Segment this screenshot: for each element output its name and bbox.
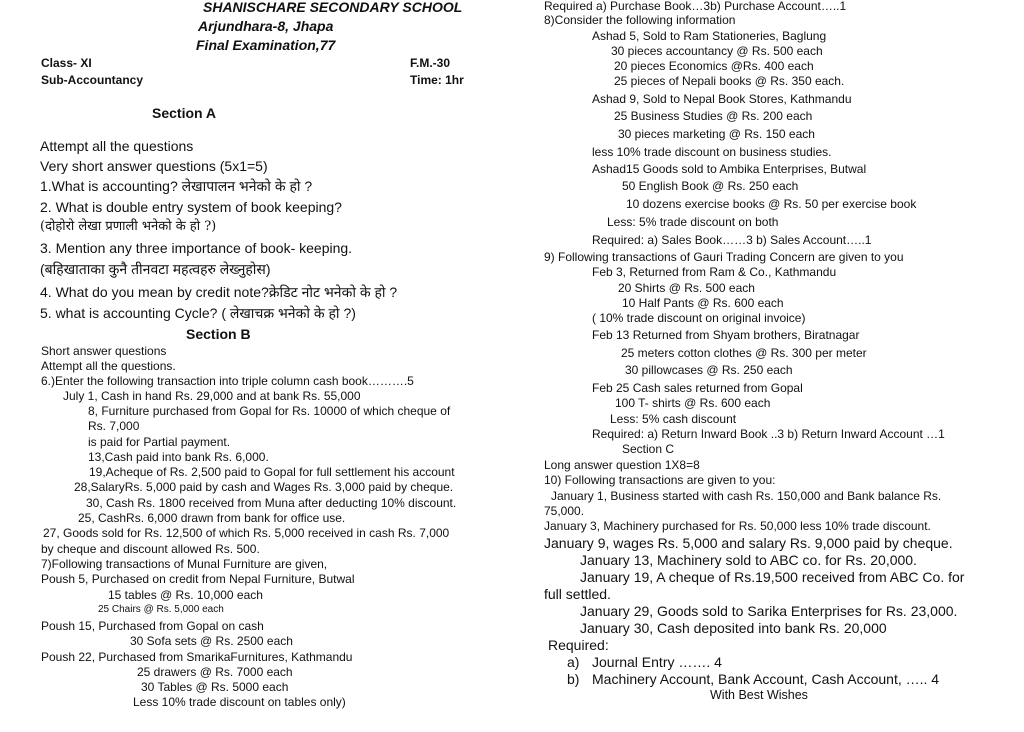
question-10-head: 10) Following transactions are given to you:: [544, 473, 776, 487]
question-3-nepali: (बहिखाताका कुनै तीनवटा महत्वहरु लेख्नुहोस): [40, 261, 271, 277]
q6-line: 25, CashRs. 6,000 drawn from bank for office use.: [78, 511, 346, 525]
q10-line: January 9, wages Rs. 5,000 and salary Rs. 9,000 paid by cheque.: [544, 535, 953, 551]
question-7-head: 7)Following transactions of Munal Furniture are given,: [41, 557, 328, 571]
q8-line: 25 pieces of Nepali books @ Rs. 350 each.: [614, 74, 845, 88]
question-2-nepali: (दोहोरो लेखा प्रणाली भनेको के हो ?): [40, 219, 217, 234]
q6-line: is paid for Partial payment.: [88, 435, 231, 449]
q8-line: 25 Business Studies @ Rs. 200 each: [614, 109, 813, 123]
q8-line: less 10% trade discount on business studies.: [592, 145, 832, 159]
q9-line: ( 10% trade discount on original invoice): [592, 311, 806, 325]
q10-line: full settled.: [544, 586, 611, 602]
q10-line: January 29, Goods sold to Sarika Enterprises for Rs. 23,000.: [580, 603, 958, 619]
section-b-title: Section B: [186, 326, 251, 342]
section-a-title: Section A: [152, 105, 217, 121]
footer-wishes: With Best Wishes: [710, 688, 808, 702]
q8-line: Less: 5% trade discount on both: [607, 215, 779, 229]
q6-line: 13,Cash paid into bank Rs. 6,000.: [88, 450, 269, 464]
q7-required: Required a) Purchase Book…3b) Purchase Account…..1: [544, 0, 847, 13]
school-address: Arjundhara-8, Jhapa: [198, 18, 334, 34]
q8-line: 50 English Book @ Rs. 250 each: [622, 179, 799, 193]
q8-line: 20 pieces Economics @Rs. 400 each: [614, 59, 814, 73]
section-a-subtitle: Very short answer questions (5x1=5): [40, 158, 268, 174]
q9-line: Feb 25 Cash sales returned from Gopal: [592, 381, 803, 395]
full-marks: F.M.-30: [410, 56, 451, 70]
q6-line: 28,SalaryRs. 5,000 paid by cash and Wages Rs. 3,000 paid by cheque.: [74, 480, 454, 494]
question-5: 5. what is accounting Cycle? ( लेखाचक्र भनेको के हो ?): [40, 305, 356, 321]
q9-line: 20 Shirts @ Rs. 500 each: [618, 281, 755, 295]
q10-line: January 1, Business started with cash Rs. 150,000 and Bank balance Rs.: [551, 489, 942, 503]
q8-line: 10 dozens exercise books @ Rs. 50 per exercise book: [626, 197, 917, 211]
q9-line: 30 pillowcases @ Rs. 250 each: [625, 363, 793, 377]
q10-req-b: Machinery Account, Bank Account, Cash Account, ….. 4: [592, 671, 940, 687]
q6-line: 27, Goods sold for Rs. 12,500 of which Rs. 5,000 received in cash Rs. 7,000: [43, 526, 450, 540]
q10-line: January 30, Cash deposited into bank Rs. 20,000: [580, 620, 887, 636]
q7-line: 25 drawers @ Rs. 7000 each: [137, 665, 293, 679]
question-1: 1.What is accounting? लेखापालन भनेको के हो ?: [40, 178, 313, 194]
exam-title: Final Examination,77: [196, 37, 336, 53]
time-label: Time: 1hr: [410, 73, 464, 87]
q7-line: 30 Tables @ Rs. 5000 each: [141, 680, 289, 694]
q9-line: Less: 5% cash discount: [610, 412, 737, 426]
question-8-head: 8)Consider the following information: [544, 13, 736, 27]
class-label: Class- XI: [41, 56, 92, 70]
q6-line: 19,Acheque of Rs. 2,500 paid to Gopal for full settlement his account: [89, 465, 455, 479]
q9-required: Required: a) Return Inward Book ..3 b) Return Inward Account …1: [592, 427, 945, 441]
section-c-subtitle: Long answer question 1X8=8: [544, 458, 700, 472]
q10-line: January 13, Machinery sold to ABC co. for Rs. 20,000.: [580, 552, 917, 568]
q9-line: Feb 3, Returned from Ram & Co., Kathmandu: [592, 265, 837, 279]
q9-line: 10 Half Pants @ Rs. 600 each: [622, 296, 784, 310]
q10-req-a-label: a): [567, 654, 580, 670]
q6-line: 30, Cash Rs. 1800 received from Muna after deducting 10% discount.: [86, 496, 457, 510]
q8-line: 30 pieces accountancy @ Rs. 500 each: [611, 44, 823, 58]
q10-line: January 19, A cheque of Rs.19,500 received from ABC Co. for: [580, 569, 965, 585]
question-9-head: 9) Following transactions of Gauri Trading Concern are given to you: [544, 250, 904, 264]
q10-required: Required:: [548, 637, 609, 653]
section-b-instruction: Attempt all the questions.: [41, 359, 176, 373]
section-c-title: Section C: [622, 442, 675, 456]
q7-line: Poush 5, Purchased on credit from Nepal Furniture, Butwal: [41, 572, 355, 586]
q7-line: 25 Chairs @ Rs. 5,000 each: [98, 604, 224, 615]
q10-req-b-label: b): [567, 671, 580, 687]
question-4: 4. What do you mean by credit note?क्रेडिट नोट भनेको के हो ?: [40, 284, 398, 300]
section-a-instruction: Attempt all the questions: [40, 138, 194, 154]
q7-line: Poush 22, Purchased from SmarikaFurnitures, Kathmandu: [41, 650, 353, 664]
q9-line: 25 meters cotton clothes @ Rs. 300 per meter: [621, 346, 867, 360]
q6-line: Rs. 7,000: [88, 419, 140, 433]
q7-line: 30 Sofa sets @ Rs. 2500 each: [130, 634, 293, 648]
q8-line: 30 pieces marketing @ Rs. 150 each: [618, 127, 815, 141]
q8-line: Ashad15 Goods sold to Ambika Enterprises, Butwal: [592, 162, 867, 176]
q9-line: Feb 13 Returned from Shyam brothers, Biratnagar: [592, 328, 860, 342]
q9-line: 100 T- shirts @ Rs. 600 each: [615, 396, 771, 410]
q8-required: Required: a) Sales Book……3 b) Sales Account…..1: [592, 233, 872, 247]
section-b-subtitle: Short answer questions: [41, 344, 167, 358]
question-2: 2. What is double entry system of book keeping?: [40, 199, 342, 215]
q6-line: 8, Furniture purchased from Gopal for Rs. 10000 of which cheque of: [88, 404, 451, 418]
q10-line: January 3, Machinery purchased for Rs. 50,000 less 10% trade discount.: [544, 519, 931, 533]
q10-req-a: Journal Entry ……. 4: [592, 654, 722, 670]
q8-line: Ashad 5, Sold to Ram Stationeries, Baglung: [592, 29, 827, 43]
q8-line: Ashad 9, Sold to Nepal Book Stores, Kathmandu: [592, 92, 852, 106]
q6-line: July 1, Cash in hand Rs. 29,000 and at bank Rs. 55,000: [63, 389, 361, 403]
q7-line: Poush 15, Purchased from Gopal on cash: [41, 619, 264, 633]
q10-line: 75,000.: [544, 504, 585, 518]
subject-label: Sub-Accountancy: [41, 73, 144, 87]
q7-line: 15 tables @ Rs. 10,000 each: [108, 588, 263, 602]
right-column: [540, 0, 1024, 732]
school-name: SHANISCHARE SECONDARY SCHOOL: [203, 0, 463, 15]
q6-line: by cheque and discount allowed Rs. 500.: [41, 542, 260, 556]
question-6-head: 6.)Enter the following transaction into triple column cash book……….5: [41, 374, 414, 388]
question-3: 3. Mention any three importance of book- keeping.: [40, 240, 353, 256]
q7-line: Less 10% trade discount on tables only): [133, 695, 346, 709]
